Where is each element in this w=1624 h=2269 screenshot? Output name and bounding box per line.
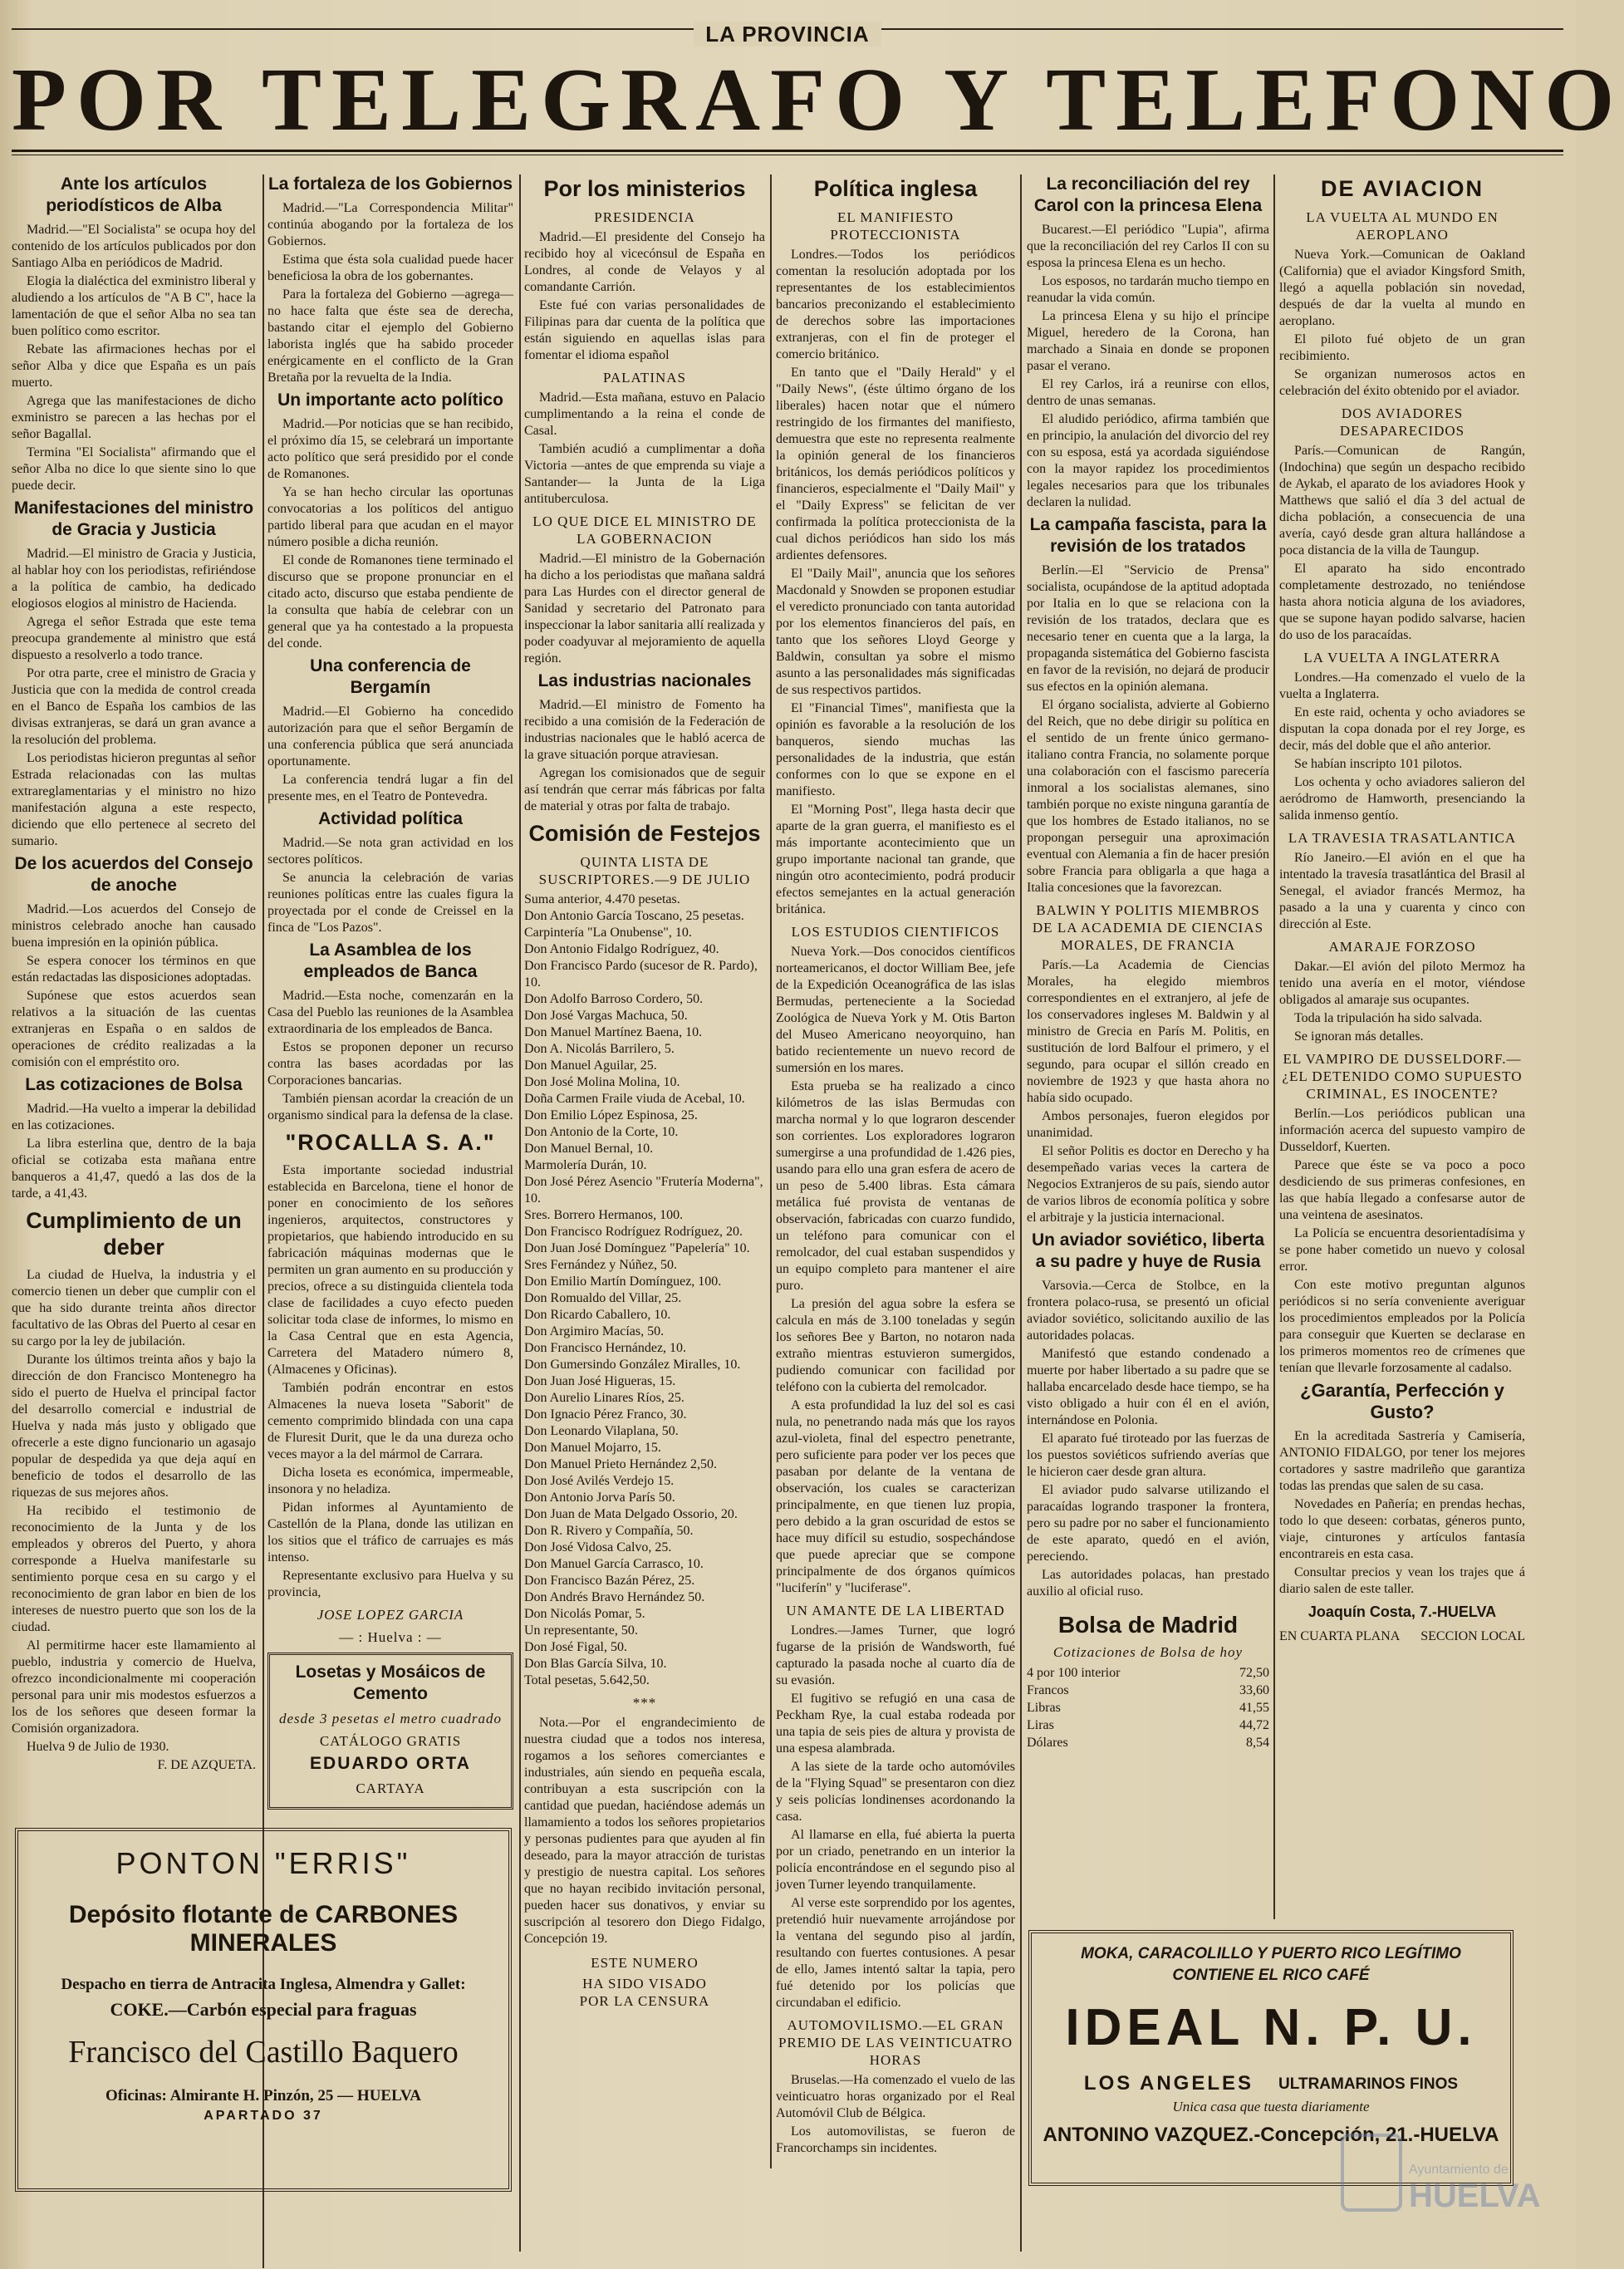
- article-paragraph: Madrid.—Por noticias que se han recibido, el próximo día 15, se celebrará un importante acto político que será presidido por el conde de Romanones.: [267, 417, 513, 481]
- watermark-city: HUELVA: [1409, 2178, 1541, 2214]
- article-paragraph: El "Financial Times", manifiesta que la opinión es favorable a la resolución de los banqueros, siendo muchas las personalidades de la industria, que están conformes con lo que se expone en el manifiesto.: [776, 701, 1015, 798]
- article-paragraph: Madrid.—"La Correspondencia Militar" continúa abogando por la fortaleza de los Gobiernos.: [267, 201, 513, 248]
- paper-name: LA PROVINCIA: [12, 22, 1563, 35]
- section-pointer-text: EN CUARTA PLANA: [1279, 1629, 1401, 1643]
- subscriber-entry: Don Adolfo Barroso Cordero, 50.: [524, 992, 704, 1006]
- article-paragraph: Los ochenta y ocho aviadores salieron del aeródromo de Hamworth, presenciando la salida inmenso gentío.: [1279, 775, 1525, 823]
- article-paragraph: Madrid.—El ministro de Fomento ha recibido a una comisión de la Federación de industrias nacionales que le habló acerca de la grave situación porque atraviesan.: [524, 698, 765, 762]
- subscriber-entry: Don Gumersindo González Miralles, 10.: [524, 1358, 741, 1372]
- subscriber-entry: Don Manuel Aguilar, 25.: [524, 1058, 657, 1073]
- subscriber-entry: Don Manuel Mojarro, 15.: [524, 1441, 661, 1455]
- subscriber-entry: Sres Fernández y Núñez, 50.: [524, 1258, 677, 1272]
- article-headline: Manifestaciones del ministro de Gracia y Justicia: [13, 498, 254, 539]
- subscriber-entry: Don Manuel García Carrasco, 10.: [524, 1557, 704, 1571]
- article-paragraph: Los esposos, no tardarán mucho tiempo en reanudar la vida común.: [1027, 274, 1269, 305]
- article-paragraph: Madrid.—El ministro de la Gobernación ha dicho a los periodistas que mañana saldrá para Las Hurdes con el director general de Sanidad y secretario del Patronato para inspeccionar la labor sanitaria allí realizada y poder coadyuvar al mejoramiento de aquella región.: [524, 552, 765, 665]
- article-paragraph: El órgano socialista, advierte al Gobierno del Reich, que no debe dirigir su política en el sentido de un frente único germano-italiano contra Francia, no solamente porque una colaboración con el fascismo parecería inmoral a los socialistas alemanes, sino también porque no existe ninguna garantía de que los hombres de Estado italianos, no se propongan perseguir una aproximación eventual con Alemania a fin de hacer presión sobre Francia para obligarla a que haga a Italia concesiones que la favorezcan.: [1027, 698, 1269, 895]
- article-paragraph: Elogia la dialéctica del exministro liberal y aludiendo a los artículos de "A B C", hace la lamentación de que el señor Alba no sea tan buen político como escritor.: [12, 274, 256, 338]
- subscriber-entry: Don R. Rivero y Compañía, 50.: [524, 1524, 694, 1538]
- article-paragraph: París.—La Academia de Ciencias Morales, ha elegido miembros correspondientes en el extranjero, al jefe de los conservadores ingleses M. Baldwin y al ministro de Grecia en París M. Politis, en sustitución de lord Balfour el primero, y el segundo, para ocupar el sillón creado en noviembre de 1923 y que hasta ahora no había sido ocupado.: [1027, 958, 1269, 1105]
- archive-watermark: [1337, 2127, 1541, 2252]
- article-paragraph: Se anuncia la celebración de varias reuniones políticas entre las cuales figura la proyectada por el conde de Creissel en la finca de "Los Pazos".: [267, 871, 513, 935]
- article-paragraph: Madrid.—Esta noche, comenzarán en la Casa del Pueblo las reuniones de la Asamblea extraordinaria de los empleados de Banca.: [267, 989, 513, 1036]
- article-paragraph: Los automovilistas, se fueron de Francorchamps sin incidentes.: [776, 2124, 1015, 2155]
- section-subhead: LA VUELTA A INGLATERRA: [1303, 650, 1501, 665]
- article-paragraph: Al permitirme hacer este llamamiento al pueblo, industria y comercio de Huelva, ofrezco incondicionalmente mi cooperación personal para unir mis modestos esfuerzos a los de los señores que deseen formar la Comisión organizadora.: [12, 1638, 256, 1736]
- article-paragraph: Varsovia.—Cerca de Stolbce, en la frontera polaco-rusa, se presentó un oficial aviador soviético, solicitando auxilio de las autoridades polacas.: [1027, 1279, 1269, 1343]
- article-paragraph: La ciudad de Huelva, la industria y el comercio tienen un deber que cumplir con el que ha sido durante treinta años director facultativo de las Obras del Puerto al cesar en su cargo por la ley de jubilación.: [12, 1268, 256, 1348]
- subscriber-entry: Don Argimiro Macías, 50.: [524, 1324, 665, 1338]
- page-title: POR TELEGRAFO Y TELEFONO: [12, 51, 1624, 150]
- subscriber-entry: Don Antonio Jorva París 50.: [524, 1491, 675, 1505]
- article-paragraph: Termina "El Socialista" afirmando que el señor Alba no dice lo que siente sino lo que puede decir.: [12, 445, 256, 493]
- article-paragraph: Agrega el señor Estrada que este tema preocupa grandemente al ministro que está dispuesto a resolverlo a todo trance.: [12, 615, 256, 662]
- article-paragraph: Se habían inscripto 101 pilotos.: [1294, 757, 1463, 771]
- column-6: [1279, 170, 1525, 1923]
- article-paragraph: Se espera conocer los términos en que están redactadas las disposiciones adoptadas.: [12, 954, 256, 985]
- section-subhead: EL VAMPIRO DE DUSSELDORF.—¿EL DETENIDO COMO SUPUESTO CRIMINAL, ES INOCENTE?: [1282, 1051, 1523, 1102]
- ad-paragraph: Dicha loseta es económica, impermeable, insonora y no heladiza.: [267, 1466, 513, 1496]
- ad-po-box: APARTADO 37: [204, 2109, 323, 2123]
- ad-store-row: [1032, 2072, 1510, 2095]
- article-paragraph: Río Janeiro.—El avión en el que ha intentado la travesía trasatlántica del Brasil al Senegal, el aviador francés Mermoz, ha pasado a la una y cuarenta y cinco con dirección al Este.: [1279, 851, 1525, 931]
- subscriber-entry: Don Andrés Bravo Hernández 50.: [524, 1590, 705, 1604]
- subscriber-entry: Don Francisco Rodríguez Rodríguez, 20.: [524, 1225, 743, 1239]
- article-headline: Un aviador soviético, liberta a su padre y huye de Rusia: [1031, 1230, 1265, 1271]
- section-subhead: PALATINAS: [602, 370, 686, 386]
- subscriber-entry: Don José Vidosa Calvo, 25.: [524, 1540, 672, 1554]
- subscriber-entry: Don Antonio Fidalgo Rodríguez, 40.: [524, 942, 719, 956]
- ad-box-price: desde 3 pesetas el metro cuadrado: [279, 1711, 502, 1726]
- ad-paragraph: Consultar precios y vean los trajes que á diario salen de este taller.: [1279, 1565, 1525, 1596]
- section-subhead: AUTOMOVILISMO.—EL GRAN PREMIO DE LAS VEINTICUATRO HORAS: [778, 2017, 1013, 2068]
- article-paragraph: Al llamarse en ella, fué abierta la puerta por un criado, penetrando en un interior la policía encontrándose en el segundo piso al joven Turner leyendo tranquilamente.: [776, 1828, 1015, 1892]
- ad-title: PONTON "ERRIS": [115, 1846, 411, 1880]
- article-paragraph: Este fué con varias personalidades de Filipinas para dar cuenta de la política que están siguiendo en aquellas islas para fomentar el idioma español: [524, 298, 765, 362]
- column-rule: [770, 174, 772, 2168]
- ad-box-catalog: CATÁLOGO GRATIS: [319, 1733, 462, 1749]
- article-dateline: Huelva 9 de Julio de 1930.: [27, 1740, 169, 1754]
- ad-line: Despacho en tierra de Antracita Inglesa, Almendra y Gallet:: [61, 1976, 466, 1993]
- article-paragraph: Madrid.—Se nota gran actividad en los sectores políticos.: [267, 836, 513, 867]
- ad-line: MOKA, CARACOLILLO Y PUERTO RICO LEGÍTIMO: [1081, 1945, 1461, 1962]
- article-headline: De los acuerdos del Consejo de anoche: [14, 854, 253, 895]
- subscriber-entry: Suma anterior, 4.470 pesetas.: [524, 892, 680, 906]
- ad-paragraph: Representante exclusivo para Huelva y su provincia,: [267, 1569, 513, 1599]
- article-paragraph: También piensan acordar la creación de un organismo sindical para la defensa de la clase.: [267, 1092, 513, 1122]
- stock-name: Dólares: [1027, 1736, 1068, 1750]
- article-paragraph: Se organizan numerosos actos en celebración del éxito obtenido por el aviador.: [1279, 367, 1525, 398]
- article-paragraph: El señor Politis es doctor en Derecho y ha desempeñado varias veces la cartera de Negocios Extranjeros de su país, siendo autor de varios libros de economía política y sobre el arbitraje y la justicia internacional.: [1027, 1144, 1269, 1225]
- article-headline: Las cotizaciones de Bolsa: [25, 1075, 243, 1094]
- watermark-line: Ayuntamiento de: [1409, 2163, 1509, 2177]
- column-rule: [519, 174, 521, 2252]
- article-paragraph: Ya se han hecho circular las oportunas convocatorias a los políticos del antiguo partido liberal para que acudan en el mayor número posible a dicha reunión.: [267, 485, 513, 549]
- subscriber-entry: Don Emilio Martín Domínguez, 100.: [524, 1274, 722, 1289]
- section-subhead: LO QUE DICE EL MINISTRO DE LA GOBERNACION: [532, 513, 757, 547]
- article-headline: Cumplimiento de un deber: [26, 1208, 242, 1260]
- article-paragraph: La presión del agua sobre la esfera se calcula en más de 3.100 toneladas y según los señores Bee y Barton, no notaron nada extraño mientras estuvieron sumergidos, pudiendo comunicar con facilidad por teléfono con la cubierta del remolcador.: [776, 1297, 1015, 1394]
- article-paragraph: Nueva York.—Comunican de Oakland (California) que el aviador Kingsford Smith, llegó a aquella población sin novedad, después de dar la vuelta al mundo en aeroplano.: [1279, 248, 1525, 328]
- subscriber-entry: Don José Figal, 50.: [524, 1640, 627, 1654]
- subscriber-entry: Don Manuel Bernal, 10.: [524, 1142, 654, 1156]
- section-subhead: LA TRAVESIA TRASATLANTICA: [1288, 830, 1517, 846]
- article-paragraph: Madrid.—Esta mañana, estuvo en Palacio cumplimentando a la reina el conde de Casal.: [524, 390, 765, 438]
- article-paragraph: Londres.—Todos los periódicos comentan la resolución adoptada por los representantes de los establecimientos bancarios preconizando el establecimiento de derechos sobre las importaciones extranjeras, con el fin de proteger el comercio británico.: [776, 248, 1015, 361]
- section-pointer: [1279, 1628, 1525, 1645]
- stock-exchange-title: Bolsa de Madrid: [1057, 1612, 1239, 1638]
- ad-paragraph: Pidan informes al Ayuntamiento de Castellón de la Plana, donde las utilizan en los sitios que el tráfico de carruajes es más intenso.: [267, 1500, 513, 1564]
- article-paragraph: Nota.—Por el engrandecimiento de nuestra ciudad que a todos nos interesa, rogamos a los señores comerciantes e industriales, aún siendo en pequeña escala, contribuyan a esta suscripción con la cantidad que puedan, haciéndose además un llamamiento a todos los señores propietarios y personas pudientes para que ayuden al fin deseado, para la mayor atracción de turistas y prestigio de nuestra capital. Los señores que no hayan recibido invitación personal, pueden hacer sus donativos, y enviar su suscripción al tesorero don Diego Fidalgo, Concepción 19.: [524, 1716, 765, 1946]
- article-paragraph: La conferencia tendrá lugar a fin del presente mes, en el Teatro de Pontevedra.: [267, 773, 513, 803]
- stock-row: [1027, 1699, 1269, 1716]
- article-paragraph: Madrid.—Ha vuelto a imperar la debilidad en las cotizaciones.: [12, 1102, 256, 1132]
- article-paragraph: Londres.—James Turner, que logró fugarse de la prisión de Wandsworth, fué capturado la pasada noche al cuarto día de su evasión.: [776, 1623, 1015, 1687]
- article-paragraph: Estima que ésta sola cualidad puede hacer beneficiosa la obra de los gobernantes.: [267, 253, 513, 283]
- subscriber-entry: Don José Pérez Asencio "Frutería Moderna", 10.: [524, 1175, 763, 1206]
- ad-brand: IDEAL N. P. U.: [1065, 1999, 1477, 2056]
- article-paragraph: Dakar.—El avión del piloto Mermoz ha tenido una avería en el motor, viéndose obligados al amaraje sus ocupantes.: [1279, 960, 1525, 1007]
- stock-row: [1027, 1664, 1269, 1682]
- subscriber-entry: Carpintería "La Onubense", 10.: [524, 926, 692, 940]
- column-2: [267, 170, 513, 1824]
- article-paragraph: El aviador pudo salvarse utilizando el paracaídas logrando trasponer la frontera, pero su padre por no saber el funcionamiento de este aparato, quedó en el avión, pereciendo.: [1027, 1483, 1269, 1564]
- subscriber-entry: Don José Molina Molina, 10.: [524, 1075, 680, 1089]
- subscriber-entry: Don Leonardo Vilaplana, 50.: [524, 1424, 679, 1438]
- stock-value: 72,50: [1239, 1666, 1269, 1680]
- ad-ponton-erris: [15, 1828, 512, 2192]
- subscriber-entry: Don Aurelio Linares Ríos, 25.: [524, 1391, 684, 1405]
- column-4: [776, 170, 1015, 2264]
- article-headline: La reconciliación del rey Carol con la princesa Elena: [1033, 174, 1263, 215]
- article-headline: Actividad política: [318, 809, 463, 828]
- article-paragraph: Rebate las afirmaciones hechas por el señor Alba y dice que España es un país muerto.: [12, 342, 256, 390]
- article-paragraph: Esta prueba se ha realizado a cinco kilómetros de las islas Bermudas con marcha normal y lo que lograron descender son corrientes. Los exploradores lograron sumergirse a una profundidad de 1.426 pies, usando para ello una gran esfera de acero de un peso de 5.400 libras. Esta cámara metálica fué provista de ventanas de observación, fabricadas con cuarzo fundido, un teléfono para comunicar con el remolcador, del cual estaban suspendidos y un equipo completo para mantener el aire puro.: [776, 1079, 1015, 1293]
- article-paragraph: Londres.—Ha comenzado el vuelo de la vuelta a Inglaterra.: [1279, 670, 1525, 701]
- article-paragraph: Berlín.—El "Servicio de Prensa" socialista, ocupándose de la aptitud adoptada por Italia en lo que se relaciona con la revisión de los tratados, declara que es necesario tener en cuenta que a la larga, la propaganda sistemática del Gobierno fascista en favor de la revisión, no dejará de producir sus efectos en la opinión alemana.: [1027, 563, 1269, 694]
- subscriber-entry: Total pesetas, 5.642,50.: [524, 1673, 650, 1687]
- article-paragraph: Al verse este sorprendido por los agentes, pretendió huir nuevamente arrojándose por la ventana del segundo piso al jardín, resultando con fuertes contusiones. A pesar de ello, James intentó saltar la tapia, pero fué detenido por los policías que circundaban el edificio.: [776, 1896, 1015, 2010]
- subscriber-entry: Don Romualdo del Villar, 25.: [524, 1291, 682, 1305]
- stock-name: Francos: [1027, 1683, 1069, 1697]
- subscriber-entry: Don A. Nicolás Barrilero, 5.: [524, 1042, 675, 1056]
- article-paragraph: Manifestó que estando condenado a muerte por haber libertado a su padre que se hallaba encarcelado desde hace tiempo, se ha visto obligado a huir con él en el avión, internándose en Polonia.: [1027, 1347, 1269, 1427]
- section-subhead: LA VUELTA AL MUNDO EN AEROPLANO: [1306, 209, 1499, 243]
- subscriber-entry: Sres. Borrero Hermanos, 100.: [524, 1208, 684, 1222]
- article-paragraph: El piloto fué objeto de un gran recibimiento.: [1279, 332, 1525, 363]
- ad-line: CONTIENE EL RICO CAFÉ: [1172, 1967, 1370, 1984]
- article-paragraph: Durante los últimos treinta años y bajo la dirección de don Francisco Montenegro ha sido el puerto de Huelva el principal factor del desarrollo comercial e industrial de Huelva y nada más justo y obligado que ofrecerle a este digno funcionario un agasajo popular de despedida ya que deja aquí en beneficio de todos el desarrollo de las riquezas de sus mejores años.: [12, 1353, 256, 1500]
- stock-row: [1027, 1716, 1269, 1734]
- stock-value: 41,55: [1239, 1701, 1269, 1715]
- subscriber-entry: Un representante, 50.: [524, 1623, 638, 1638]
- article-paragraph: El rey Carlos, irá a reunirse con ellos, dentro de unas semanas.: [1027, 377, 1269, 408]
- ad-paragraph: También podrán encontrar en estos Almacenes la nueva loseta "Saborit" de cemento comprimido blindada con una capa de Fluresit Durit, que le da una dureza ocho veces mayor a la del mármol de Carrara.: [267, 1381, 513, 1461]
- article-headline: Por los ministerios: [543, 176, 746, 201]
- stock-row: [1027, 1734, 1269, 1751]
- section-subhead: LOS ESTUDIOS CIENTIFICOS: [791, 924, 1000, 940]
- ad-address: ANTONINO VAZQUEZ.-Concepción, 21.-HUELVA: [1043, 2124, 1499, 2146]
- ad-headline: ¿Garantía, Perfección y Gusto?: [1300, 1380, 1504, 1422]
- article-paragraph: Nueva York.—Dos conocidos científicos norteamericanos, el doctor William Bee, jefe de la Expedición Oceanográfica de las islas Bermudas, perteneciente a la Sociedad Zoológica de Nueva York y M. Otis Barton del Museo Americano neoyorquino, han batido recientemente un nuevo record de sumersión en los mares.: [776, 945, 1015, 1075]
- article-headline: Un importante acto político: [277, 390, 503, 410]
- article-paragraph: Madrid.—El Gobierno ha concedido autorización para que el señor Bergamín de una conferencia pública que será anunciada oportunamente.: [267, 705, 513, 769]
- stock-name: 4 por 100 interior: [1027, 1666, 1121, 1680]
- article-paragraph: La princesa Elena y su hijo el príncipe Miguel, heredero de la Corona, han marchado a Sinaia en donde se proponen pasar el verano.: [1027, 309, 1269, 373]
- section-subhead: AMARAJE FORZOSO: [1328, 939, 1476, 955]
- subscriber-entry: Don Blas García Silva, 10.: [524, 1657, 667, 1671]
- section-subhead: PRESIDENCIA: [594, 209, 695, 225]
- subscriber-entry: Don Francisco Hernández, 10.: [524, 1341, 687, 1355]
- article-paragraph: Ambos personajes, fueron elegidos por unanimidad.: [1027, 1109, 1269, 1140]
- ad-subtitle: Depósito flotante de CARBONES MINERALES: [68, 1901, 459, 1957]
- column-3: [524, 170, 765, 2256]
- article-paragraph: En este raid, ochenta y ocho aviadores se disputan la copa donada por el rey Jorge, es decir, más del doble que el año anterior.: [1279, 705, 1525, 753]
- ad-address: Joaquín Costa, 7.-HUELVA: [1308, 1604, 1497, 1620]
- subscriber-entry: Don Ignacio Pérez Franco, 30.: [524, 1407, 687, 1422]
- article-paragraph: Con este motivo preguntan algunos periódicos si no sería conveniente averiguar los procedimientos empleados por la Policía para conseguir que Kuerten se declarase en los primeros momentos reo de crímenes que tenían que llevarle forzosamente al cadalso.: [1279, 1278, 1525, 1375]
- article-headline: Una conferencia de Bergamín: [310, 656, 471, 697]
- article-paragraph: Se ignoran más detalles.: [1294, 1029, 1424, 1044]
- ad-address: Oficinas: Almirante H. Pinzón, 25 — HUELVA: [105, 2087, 422, 2104]
- article-paragraph: El conde de Romanones tiene terminado el discurso que se propone pronunciar en el citado acto, discurso que estaba pendiente de la consulta que había de celebrar con un general que ya ha contestado a la propuesta del conde.: [267, 553, 513, 651]
- subscriber-entry: Don Nicolás Pomar, 5.: [524, 1607, 645, 1621]
- article-paragraph: La Policía se encuentra desorientadísima y se pone haber cometido un nuevo y colosal error.: [1279, 1226, 1525, 1274]
- article-paragraph: El fugitivo se refugió en una casa de Peckham Rye, la cual estaba rodeada por una tapia de seis pies de altura y provista de una espesa alambrada.: [776, 1692, 1015, 1756]
- article-paragraph: Parece que éste se va poco a poco desdiciendo de sus primeras confesiones, en las que había llegado a confesarse autor de una veintena de asesinatos.: [1279, 1158, 1525, 1222]
- article-paragraph: Por otra parte, cree el ministro de Gracia y Justicia que con la medida de control creada en el Banco de España los cambios de las divisas extranjeras, se dará un gran avance a la resolución del problema.: [12, 666, 256, 747]
- subscriber-entry: Don José Vargas Machuca, 50.: [524, 1009, 688, 1023]
- ad-box-title: Losetas y Mosáicos de Cemento: [295, 1662, 486, 1703]
- ad-box-name: EDUARDO ORTA: [310, 1754, 471, 1773]
- article-paragraph: Bruselas.—Ha comenzado el vuelo de las veinticuatro horas organizado por el Real Automóvil Club de Bélgica.: [776, 2073, 1015, 2120]
- ad-box-losetas: [267, 1653, 513, 1810]
- subscriber-entry: Don Juan José Domínguez "Papelería" 10.: [524, 1241, 750, 1255]
- subscriber-list: [524, 891, 765, 1689]
- subscriber-entry: Don Emilio López Espinosa, 25.: [524, 1108, 698, 1122]
- ad-city: — : Huelva : —: [339, 1629, 442, 1645]
- section-subhead: DOS AVIADORES DESAPARECIDOS: [1339, 405, 1465, 439]
- subscriber-entry: Don Juan de Mata Delgado Ossorio, 20.: [524, 1507, 738, 1521]
- ad-owner: Francisco del Castillo Baquero: [68, 2035, 459, 2070]
- article-paragraph: Supónese que estos acuerdos sean relativos a la situación de las cuentas extranjeras en España o en saldos de operaciones de crédito realizadas a la comisión con el empréstito oro.: [12, 989, 256, 1069]
- article-paragraph: Bucarest.—El periódico "Lupia", afirma que la reconciliación del rey Carlos II con su esposa la princesa Elena es un hecho.: [1027, 223, 1269, 270]
- article-paragraph: Toda la tripulación ha sido salvada.: [1294, 1011, 1483, 1025]
- section-subhead: QUINTA LISTA DE SUSCRIPTORES.—9 DE JULIO: [538, 854, 751, 887]
- separator-stars: ***: [632, 1695, 657, 1711]
- ad-line: COKE.—Carbón especial para fraguas: [110, 1999, 417, 2020]
- article-paragraph: El aludido periódico, afirma también que en principio, la anulación del divorcio del rey con su esposa, está ya acordada siguiéndose con la mayor rapidez los procedimientos legales necesarios para que los tribunales declaren la nulidad.: [1027, 412, 1269, 509]
- subscriber-entry: Don Francisco Pardo (sucesor de R. Pardo), 10.: [524, 959, 758, 990]
- article-paragraph: El aparato ha sido encontrado completamente destrozado, no teniéndose hasta ahora noticia alguna de los aviadores, que se supone hayan podido salvarse, hacien do uso de los paracaídas.: [1279, 562, 1525, 642]
- censor-note: ESTE NUMERO: [591, 1955, 699, 1971]
- ad-paragraph: En la acreditada Sastrería y Camisería, ANTONIO FIDALGO, por tener los mejores cortadores y sastre madrileño que garantiza todas las prendas que salen de su casa.: [1279, 1429, 1525, 1493]
- article-paragraph: Estos se proponen deponer un recurso contra las bases acordadas por las Corporaciones bancarias.: [267, 1040, 513, 1088]
- article-headline: Comisión de Festejos: [528, 821, 761, 846]
- column-rule: [1273, 174, 1275, 1919]
- article-paragraph: Madrid.—El presidente del Consejo ha recibido hoy al vicecónsul de España en Londres, al conde de Velayos y al comandante Carrión.: [524, 230, 765, 294]
- ad-line: Unica casa que tuesta diariamente: [1172, 2099, 1370, 2114]
- stock-name: Liras: [1027, 1718, 1054, 1732]
- section-subhead: BALWIN Y POLITIS MIEMBROS DE LA ACADEMIA DE CIENCIAS MORALES, DE FRANCIA: [1032, 902, 1264, 953]
- subscriber-entry: Don Ricardo Caballero, 10.: [524, 1308, 671, 1322]
- stock-value: 33,60: [1239, 1683, 1269, 1697]
- article-paragraph: La libra esterlina que, dentro de la baja oficial se cotizaba esta mañana entre banqueros a 41,47, quedó a las dos de la tarde, a 41,43.: [12, 1137, 256, 1201]
- ad-store-name: LOS ANGELES: [1083, 2072, 1254, 2095]
- subscriber-entry: Marmolería Durán, 10.: [524, 1158, 647, 1172]
- article-headline: DE AVIACION: [1320, 176, 1484, 201]
- column-1: [12, 170, 256, 1824]
- ad-paragraph: Esta importante sociedad industrial establecida en Barcelona, tiene el honor de poner en conocimiento de los señores ingenieros, arquitectos, constructores y propietarios, que habiendo introducido en su fabricación máquinas modernas que le permiten un gran aumento en su producción y precios, ofrece a su distinguida clientela toda clase de facilidades a cuyo efecto pueden solicitar toda clase de informes, lo mismo en la Casa Central que en esta Agencia, Carretera del Matadero número 8, (Almacenes y Oficinas).: [267, 1163, 513, 1377]
- subscriber-entry: Doña Carmen Fraile viuda de Acebal, 10.: [524, 1092, 745, 1106]
- column-rule: [1020, 174, 1022, 2252]
- article-signature: F. DE AZQUETA.: [157, 1758, 256, 1772]
- article-paragraph: Madrid.—"El Socialista" se ocupa hoy del contenido de los artículos publicados por don Santiago Alba en periódicos de Madrid.: [12, 223, 256, 270]
- article-paragraph: Madrid.—Los acuerdos del Consejo de ministros celebrado anoche han causado buena impresión en la opinión pública.: [12, 902, 256, 950]
- masthead-rule: [12, 150, 1563, 152]
- article-paragraph: Agrega que las manifestaciones de dicho exministro se parecen a las hechas por el señor Bagallal.: [12, 394, 256, 441]
- section-subhead: EL MANIFIESTO PROTECCIONISTA: [830, 209, 961, 243]
- article-paragraph: El "Daily Mail", anuncia que los señores Macdonald y Snowden se proponen estudiar el veredicto pronunciado con tanta autoridad por los elementos financieros del país, en tanto que los señores Lloyd George y Baldwin, consultan ya sobre el mismo asunto a las personalidades más significadas de sus respectivos partidos.: [776, 567, 1015, 697]
- section-pointer-target: SECCION LOCAL: [1420, 1629, 1525, 1643]
- article-paragraph: Madrid.—El ministro de Gracia y Justicia, al hablar hoy con los periodistas, refiriéndose a la política de cambio, ha dedicado elogiosos elogios al ministro de Hacienda.: [12, 547, 256, 611]
- stock-exchange-subtitle: Cotizaciones de Bolsa de hoy: [1052, 1644, 1244, 1660]
- article-paragraph: A esta profundidad la luz del sol es casi nula, no penetrando nada más que los rayos azul-violeta, final del espectro penetrante, pero suficiente para poder ver los peces que pasaban por delante de la ventana de observación, los cuales se caracterizan principalmente, en que tienen luz propia, pero debido a la gran oscuridad de estos se hace muy difícil su estudio, sospechándose que puede apreciar que se compone principalmente de dos órganos químicos "luciferín" y "luciferase".: [776, 1398, 1015, 1595]
- censor-note: POR LA CENSURA: [579, 1993, 710, 2009]
- article-headline: Las industrias nacionales: [537, 671, 752, 690]
- ad-headline: "ROCALLA S. A.": [285, 1130, 496, 1155]
- column-5: [1027, 170, 1269, 1923]
- article-paragraph: En tanto que el "Daily Herald" y el "Daily News", (éste último órgano de los liberales) hacen notar que el número restringido de los firmantes del manifiesto, demuestra que este no representa realmente la opinión general de los financieros británicos, los demás periódicos políticos y financieros, especialmente el "Daily Mail" y el "Daily Express" se felicitan de ver confirmada la política proteccionista de la cual dichos periódicos han sido los más ardientes defensores.: [776, 366, 1015, 562]
- article-headline: La fortaleza de los Gobiernos: [267, 174, 513, 194]
- article-paragraph: Los periodistas hicieron preguntas al señor Estrada relacionadas con las multas extrareglamentarias y el ministro no hizo manifestación alguna a este respecto, diciendo que ello pertenece al secreto del sumario.: [12, 751, 256, 848]
- shield-icon: [1342, 2135, 1401, 2210]
- stock-value: 8,54: [1246, 1736, 1269, 1750]
- article-paragraph: Agregan los comisionados que de seguir así tendrán que cerrar más fábricas por falta de material y otras por falta de trabajo.: [524, 766, 765, 813]
- stock-value: 44,72: [1239, 1718, 1269, 1732]
- article-paragraph: Berlín.—Los periódicos publican una información acerca del supuesto vampiro de Dusseldorf, Kuerten.: [1279, 1107, 1525, 1154]
- censor-note: HA SIDO VISADO: [582, 1976, 707, 1992]
- stock-name: Libras: [1027, 1701, 1061, 1715]
- subscriber-entry: Don Manuel Martínez Baena, 10.: [524, 1025, 703, 1039]
- article-headline: La campaña fascista, para la revisión de los tratados: [1029, 515, 1267, 556]
- subscriber-entry: Don Juan José Higueras, 15.: [524, 1374, 676, 1388]
- subscriber-entry: Don Francisco Bazán Pérez, 25.: [524, 1574, 695, 1588]
- article-paragraph: También acudió a cumplimentar a doña Victoria —antes de que emprenda su viaje a Santander— la Junta de la Liga antituberculosa.: [524, 442, 765, 506]
- ad-store-type: ULTRAMARINOS FINOS: [1278, 2075, 1459, 2093]
- article-paragraph: París.—Comunican de Rangún, (Indochina) que según un despacho recibido de Aykab, el aparato de los aviadores Hook y Matthews que salió el día 3 del actual de dicha población, a consecuencia de una avería, cayó desde gran altura hallándose a poca distancia de la villa de Taungup.: [1279, 444, 1525, 557]
- ad-paragraph: Novedades en Pañería; en prendas hechas, todo lo que deseen: corbatas, géneros punto, viaje, cinturones y artículos fantasía encontrareis en esta casa.: [1279, 1497, 1525, 1561]
- article-paragraph: A las siete de la tarde ocho automóviles de la "Flying Squad" se presentaron con diez y seis policías londinenses acordonando la casa.: [776, 1760, 1015, 1824]
- subscriber-entry: Don José Avilés Verdejo 15.: [524, 1474, 675, 1488]
- ad-box-location: CARTAYA: [356, 1780, 425, 1796]
- article-headline: Ante los artículos periodísticos de Alba: [46, 174, 222, 215]
- article-paragraph: El aparato fué tiroteado por las fuerzas de los puestos soviéticos sufriendo averías que le hicieron caer desde gran altura.: [1027, 1432, 1269, 1479]
- subscriber-entry: Don Antonio García Toscano, 25 pesetas.: [524, 909, 744, 923]
- stock-row: [1027, 1682, 1269, 1699]
- subscriber-entry: Don Manuel Prieto Hernández 2,50.: [524, 1457, 717, 1471]
- article-headline: La Asamblea de los empleados de Banca: [303, 941, 478, 981]
- article-paragraph: Para la fortaleza del Gobierno —agrega— no hace falta que éste sea de derecha, bastando citar el ejemplo del Gobierno laborista inglés que ha sabido proceder enérgicamente en el conflicto de la Gran Bretaña por la revuelta de la India.: [267, 287, 513, 385]
- article-paragraph: El "Morning Post", llega hasta decir que aparte de la gran guerra, el manifiesto es el más importante acontecimiento que un grupo importante nacional tan grande, que ningún otro acontecimiento, podrá producir efectos semejantes en la actual generación británica.: [776, 803, 1015, 916]
- stock-table: [1027, 1664, 1269, 1751]
- article-paragraph: Ha recibido el testimonio de reconocimiento de la Junta y de los empleados y obreros del Puerto, y ahora corresponde a Huelva manifestarle su sentimiento porque cesa en su cargo y el reconocimiento de gran labor en bien de los intereses de nuestro puerto que son los de la ciudad.: [12, 1504, 256, 1634]
- ad-contact: JOSE LOPEZ GARCIA: [316, 1607, 464, 1623]
- article-paragraph: Las autoridades polacas, han prestado auxilio al oficial ruso.: [1027, 1568, 1269, 1599]
- subscriber-entry: Don Antonio de la Corte, 10.: [524, 1125, 679, 1139]
- section-subhead: UN AMANTE DE LA LIBERTAD: [786, 1603, 1005, 1618]
- article-headline: Política inglesa: [813, 176, 978, 201]
